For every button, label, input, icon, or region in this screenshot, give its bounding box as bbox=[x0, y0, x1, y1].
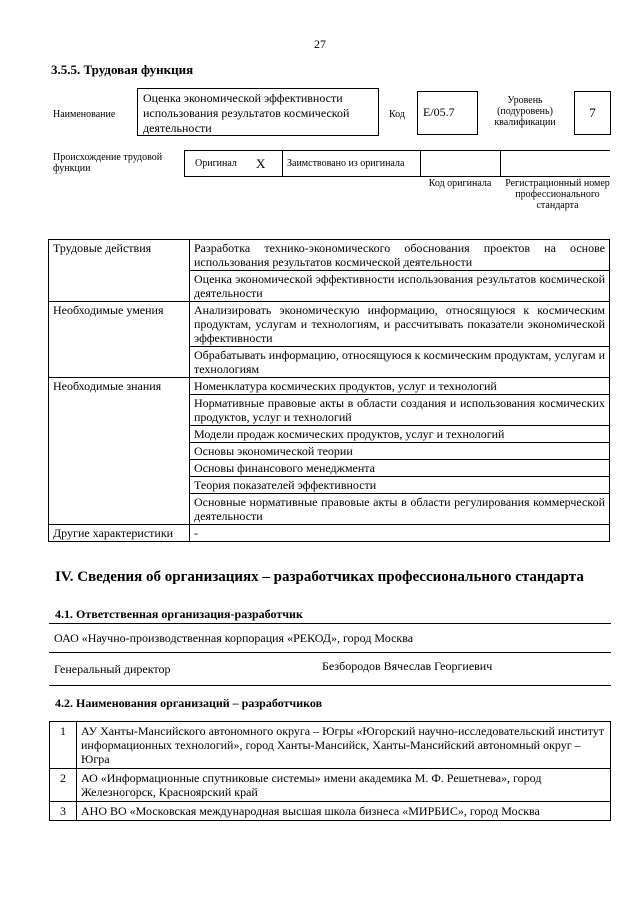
table-row bbox=[50, 722, 611, 769]
table-row bbox=[49, 378, 610, 395]
item-cell: Нормативные правовые акты в области создания и использования космических продуктов, услуг и технологий bbox=[190, 395, 610, 426]
function-details-table bbox=[48, 239, 610, 542]
original-code-cell bbox=[420, 151, 500, 176]
code-original-caption: Код оригинала bbox=[428, 178, 492, 189]
page-number: 27 bbox=[314, 37, 326, 51]
director-name: Безбородов Вячеслав Георгиевич bbox=[322, 659, 493, 673]
responsible-org-name: ОАО «Научно-производственная корпорация «РЕКОД», город Москва bbox=[54, 631, 414, 645]
org-name: АУ Ханты-Мансийского автономного округа – Югры «Югорский научно-исследовательский институт информационных технологий», город Ханты-Мансийск, Ханты-Мансийский автономный округ – Югра bbox=[77, 722, 611, 769]
table-row bbox=[49, 240, 610, 271]
level-value-box: 7 bbox=[574, 91, 611, 135]
reg-number-caption: Регистрационный номер профессионального стандарта bbox=[505, 178, 610, 211]
divider bbox=[49, 623, 611, 624]
item-cell: Оценка экономической эффективности использования результатов космической деятельности bbox=[190, 271, 610, 302]
level-label: Уровень (подуровень) квалификации bbox=[494, 95, 556, 128]
function-name-box: Оценка экономической эффективности использования результатов космической деятельности bbox=[137, 88, 379, 136]
director-position: Генеральный директор bbox=[54, 662, 171, 676]
table-row bbox=[50, 769, 611, 802]
registration-number-cell bbox=[500, 151, 610, 176]
divider bbox=[49, 685, 611, 686]
developer-orgs-heading: 4.2. Наименования организаций – разработчиков bbox=[55, 696, 323, 710]
category-cell: Другие характеристики bbox=[49, 525, 190, 542]
category-cell: Трудовые действия bbox=[49, 240, 190, 302]
developer-orgs-table bbox=[49, 721, 611, 821]
divider bbox=[49, 652, 611, 653]
item-cell: Основы финансового менеджмента bbox=[190, 460, 610, 477]
borrowed-cell: Заимствовано из оригинала bbox=[282, 151, 420, 176]
section4-title: IV. Сведения об организациях – разработчиках профессионального стандарта bbox=[55, 569, 584, 585]
responsible-org-heading: 4.1. Ответственная организация-разработчик bbox=[55, 607, 303, 621]
section-heading: 3.5.5. Трудовая функция bbox=[51, 62, 194, 77]
original-cell: Оригинал bbox=[184, 151, 242, 176]
org-number: 2 bbox=[50, 769, 77, 802]
item-cell: Анализировать экономическую информацию, относящуюся к космическим продуктам, услугам и технологиям, и рассчитывать показатели экономической эффективности bbox=[190, 302, 610, 347]
item-cell: - bbox=[190, 525, 610, 542]
item-cell: Номенклатура космических продуктов, услуг и технологий bbox=[190, 378, 610, 395]
item-cell: Модели продаж космических продуктов, услуг и технологий bbox=[190, 426, 610, 443]
table-row bbox=[49, 302, 610, 347]
item-cell: Основы экономической теории bbox=[190, 443, 610, 460]
org-name: АНО ВО «Московская международная высшая школа бизнеса «МИРБИС», город Москва bbox=[77, 802, 611, 821]
category-cell: Необходимые умения bbox=[49, 302, 190, 378]
item-cell: Разработка технико-экономического обоснования проектов на основе использования результатов космической деятельности bbox=[190, 240, 610, 271]
origin-row bbox=[184, 150, 610, 177]
item-cell: Теория показателей эффективности bbox=[190, 477, 610, 494]
original-mark: X bbox=[256, 156, 266, 171]
org-number: 1 bbox=[50, 722, 77, 769]
item-cell: Основные нормативные правовые акты в области регулирования коммерческой деятельности bbox=[190, 494, 610, 525]
org-number: 3 bbox=[50, 802, 77, 821]
code-label: Код bbox=[389, 109, 405, 120]
category-cell: Необходимые знания bbox=[49, 378, 190, 525]
table-row bbox=[50, 802, 611, 821]
name-label: Наименование bbox=[53, 109, 116, 120]
function-code-box: E/05.7 bbox=[417, 91, 478, 135]
org-name: АО «Информационные спутниковые системы» имени академика М. Ф. Решетнева», город Железногорск, Красноярский край bbox=[77, 769, 611, 802]
table-row bbox=[49, 525, 610, 542]
item-cell: Обрабатывать информацию, относящуюся к космическим продуктам, услугам и технологиям bbox=[190, 347, 610, 378]
origin-label: Происхождение трудовой функции bbox=[53, 152, 163, 174]
